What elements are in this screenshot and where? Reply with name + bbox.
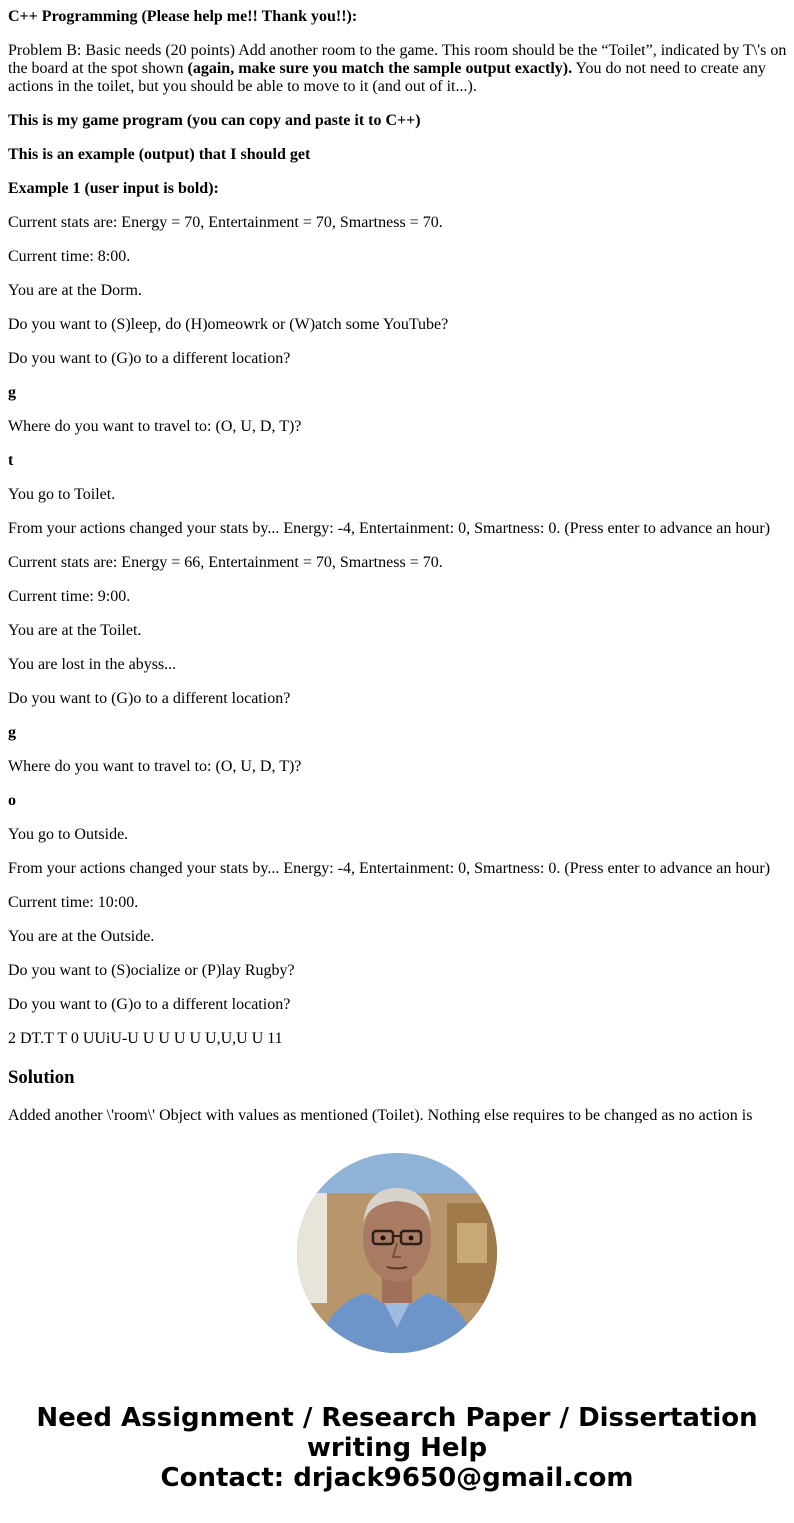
problem-statement [8, 42, 788, 96]
output-line: Current time: 8:00. [8, 248, 131, 265]
footer-line-1: Need Assignment / Research Paper / Dissertation [36, 1403, 758, 1433]
output-line: Current time: 10:00. [8, 894, 139, 911]
output-line: Do you want to (S)leep, do (H)omeowrk or (W)atch some YouTube? [8, 316, 449, 333]
output-line: Do you want to (G)o to a different location? [8, 350, 291, 367]
author-avatar [297, 1153, 497, 1353]
user-input-line: o [8, 792, 16, 809]
solution-heading: Solution [8, 1067, 75, 1088]
problem-text-start: Problem B: Basic needs (20 points) Add another room to the game. This room should be the “Toilet”, indicated by T\'s on the board at the spot shown [8, 42, 787, 77]
user-input-line: t [8, 452, 14, 469]
author-photo-icon [297, 1153, 497, 1353]
output-line: You are at the Dorm. [8, 282, 142, 299]
output-line: Current stats are: Energy = 66, Entertainment = 70, Smartness = 70. [8, 554, 443, 571]
output-line: You are at the Outside. [8, 928, 155, 945]
output-line: You go to Outside. [8, 826, 129, 843]
output-line: Current time: 9:00. [8, 588, 131, 605]
output-line: You are at the Toilet. [8, 622, 142, 639]
footer-line-2: writing Help [306, 1433, 488, 1463]
contact-footer [0, 1403, 794, 1493]
example-heading: Example 1 (user input is bold): [8, 180, 219, 197]
footer-contact: Contact: drjack9650@gmail.com [160, 1463, 634, 1493]
output-line: 2 DT.T T 0 UUiU-U U U U U U,U,U U 11 [8, 1030, 283, 1047]
output-line: You are lost in the abyss... [8, 656, 177, 673]
output-line: From your actions changed your stats by... Energy: -4, Entertainment: 0, Smartness: 0. (Press enter to advance an hour) [8, 520, 771, 537]
problem-text-bold: (again, make sure you match the sample output exactly). [187, 60, 573, 77]
user-input-line: g [8, 724, 16, 741]
program-note: This is my game program (you can copy and paste it to C++) [8, 112, 421, 129]
output-line: Current stats are: Energy = 70, Entertainment = 70, Smartness = 70. [8, 214, 443, 231]
question-title: C++ Programming (Please help me!! Thank you!!): [8, 8, 358, 25]
output-line: You go to Toilet. [8, 486, 116, 503]
output-line: Do you want to (S)ocialize or (P)lay Rugby? [8, 962, 295, 979]
output-line: Where do you want to travel to: (O, U, D, T)? [8, 758, 302, 775]
output-line: Do you want to (G)o to a different location? [8, 996, 291, 1013]
output-line: Where do you want to travel to: (O, U, D, T)? [8, 418, 302, 435]
output-line: From your actions changed your stats by... Energy: -4, Entertainment: 0, Smartness: 0. (Press enter to advance an hour) [8, 860, 771, 877]
solution-text: Added another \'room\' Object with values as mentioned (Toilet). Nothing else requires to be changed as no action is [8, 1107, 753, 1123]
problem-text-end: You do not need to create any actions in the toilet, but you should be able to move to it (and out of it...). [8, 60, 766, 95]
example-note: This is an example (output) that I should get [8, 146, 311, 163]
user-input-line: g [8, 384, 16, 401]
output-line: Do you want to (G)o to a different location? [8, 690, 291, 707]
